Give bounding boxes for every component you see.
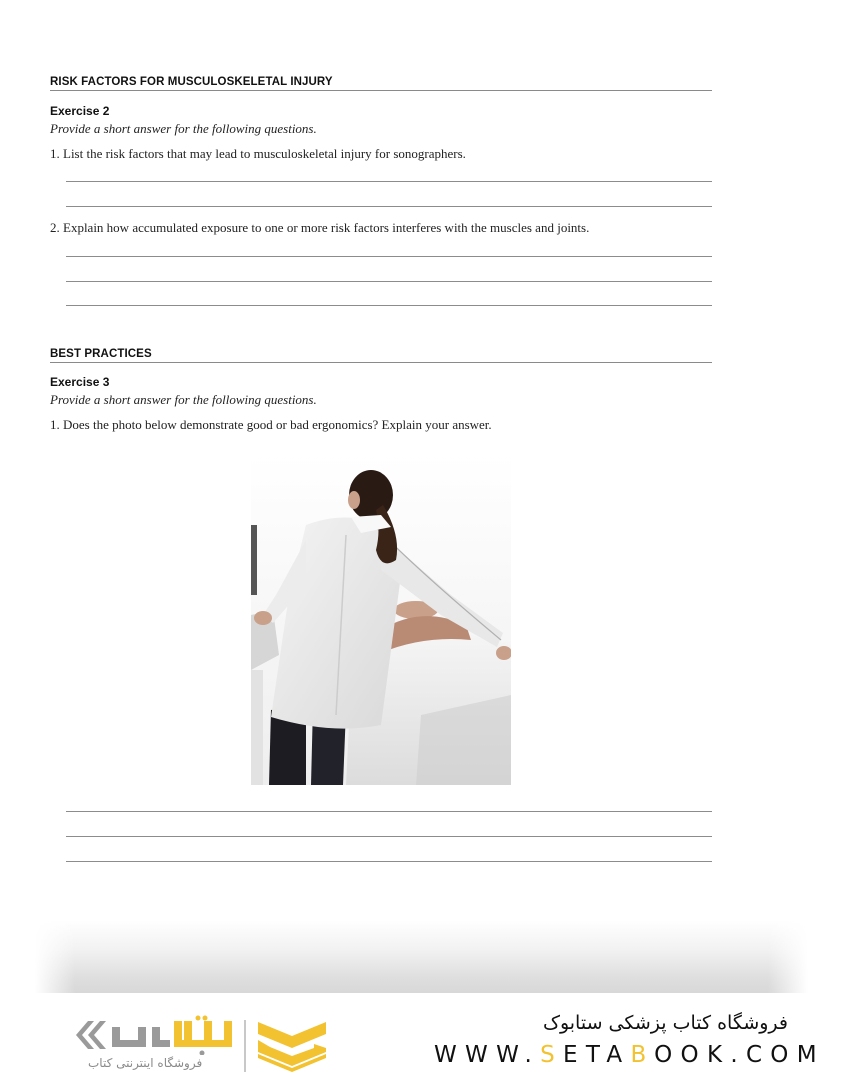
- answer-line[interactable]: [66, 281, 712, 282]
- answer-line[interactable]: [66, 305, 712, 306]
- sonographer-illustration: [251, 455, 511, 785]
- url-part: WWW.: [434, 1042, 541, 1068]
- url-part: ETA: [563, 1042, 631, 1068]
- page-bottom-shadow: [35, 920, 808, 993]
- exercise-2-instructions: Provide a short answer for the following questions.: [50, 121, 317, 136]
- section-heading-risk-factors: RISK FACTORS FOR MUSCULOSKELETAL INJURY: [50, 76, 712, 91]
- exercise-3-instructions: Provide a short answer for the following questions.: [50, 392, 317, 407]
- logo-divider: [244, 1020, 246, 1072]
- store-url[interactable]: [434, 1042, 825, 1068]
- answer-line[interactable]: [66, 181, 712, 182]
- exercise-2-question-1: 1. List the risk factors that may lead to musculoskeletal injury for sonographers.: [50, 146, 466, 161]
- answer-line[interactable]: [66, 836, 712, 837]
- exercise-2-title: Exercise 2: [50, 104, 110, 118]
- ergonomics-photo: [251, 455, 511, 785]
- store-tagline: فروشگاه کتاب پزشکی ستابوک: [542, 1012, 788, 1034]
- logo-subtitle: فروشگاه اینترنتی کتاب: [88, 1056, 203, 1070]
- exercise-3-title: Exercise 3: [50, 375, 110, 389]
- answer-line[interactable]: [66, 861, 712, 862]
- url-highlight-s: S: [540, 1042, 564, 1068]
- exercise-3-question-1: 1. Does the photo below demonstrate good or bad ergonomics? Explain your answer.: [50, 417, 492, 432]
- section-heading-best-practices: BEST PRACTICES: [50, 348, 712, 363]
- answer-line[interactable]: [66, 206, 712, 207]
- setabook-wordmark-icon: [74, 1015, 234, 1055]
- url-part: OOK.COM: [654, 1042, 825, 1068]
- answer-line[interactable]: [66, 811, 712, 812]
- url-highlight-b: B: [630, 1042, 655, 1068]
- exercise-2-question-2: 2. Explain how accumulated exposure to one or more risk factors interferes with the muscles and joints.: [50, 220, 590, 235]
- setabook-chevron-logo-icon: [254, 1018, 330, 1074]
- answer-line[interactable]: [66, 256, 712, 257]
